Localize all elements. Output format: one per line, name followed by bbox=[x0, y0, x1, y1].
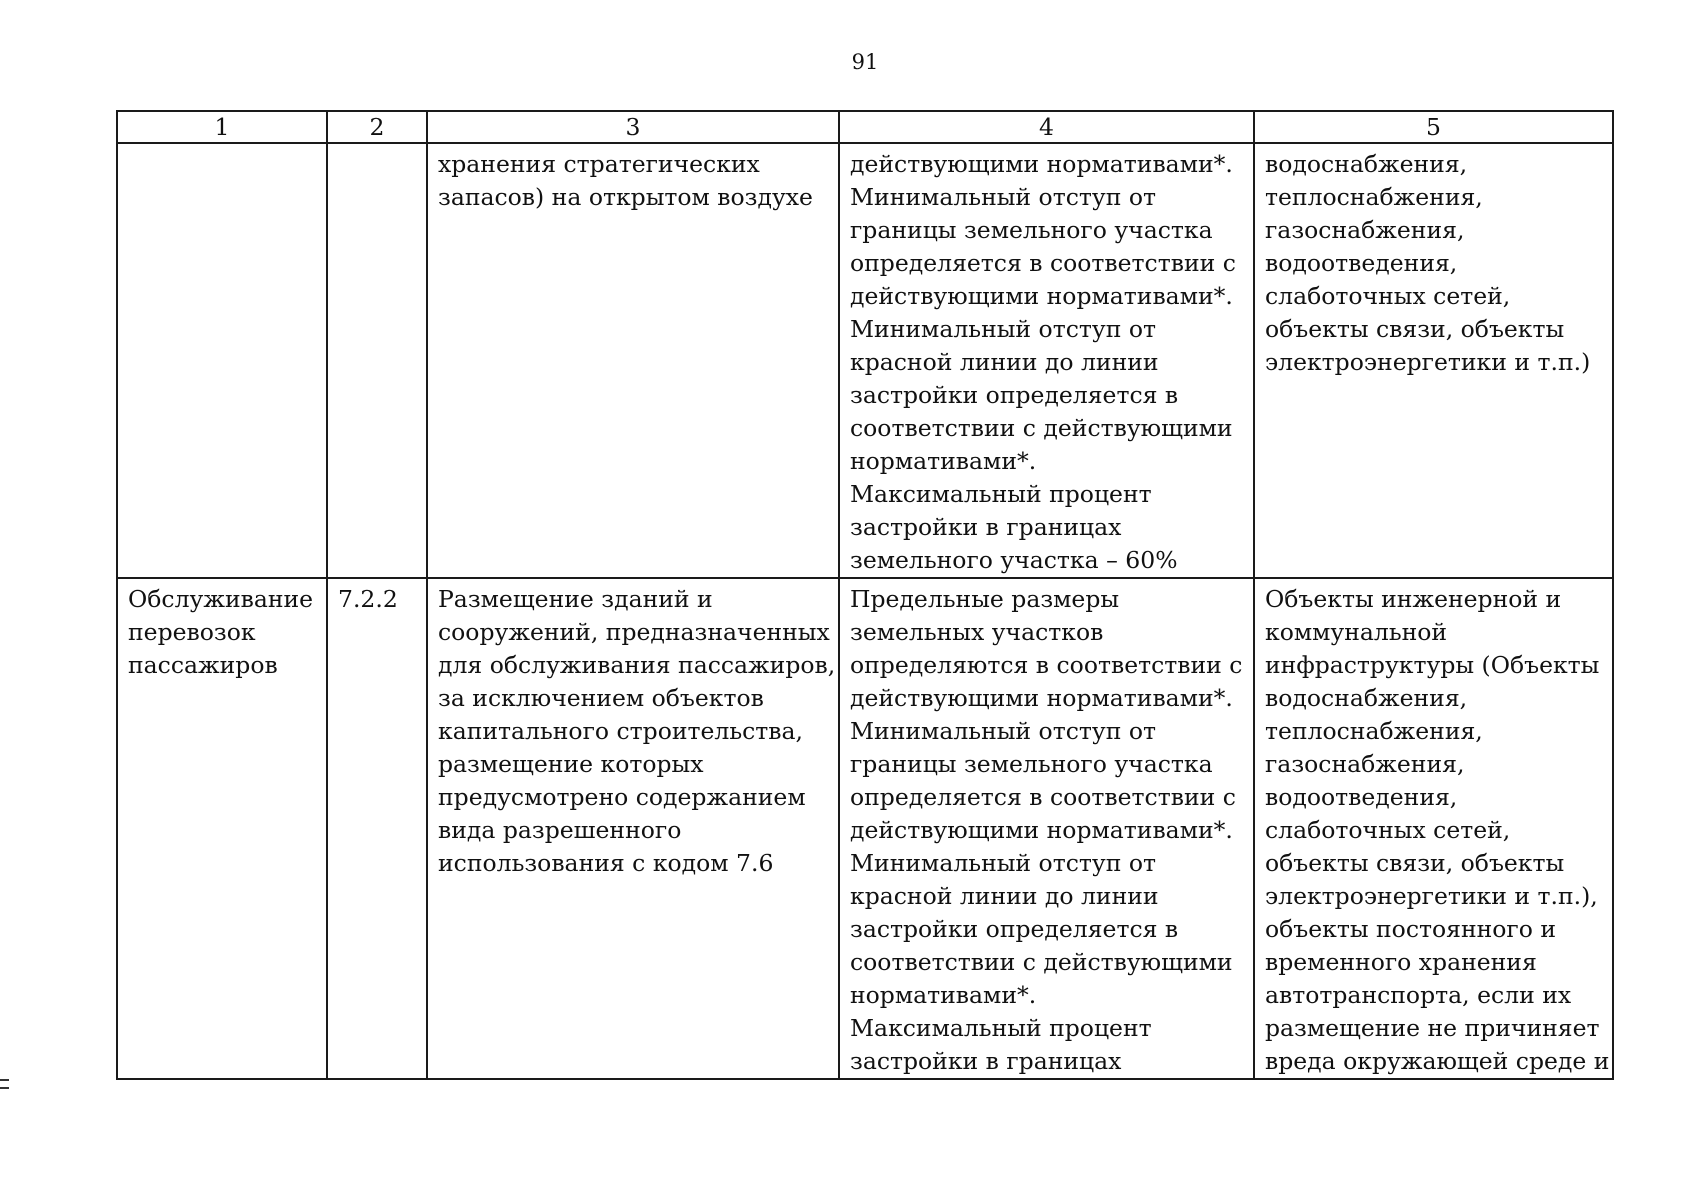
cell-text-line: водоснабжения, bbox=[1265, 150, 1468, 178]
cell-text-line: пассажиров bbox=[128, 651, 278, 679]
cell-parameters bbox=[839, 578, 1254, 1079]
cell-use-description bbox=[427, 578, 839, 1079]
cell-text-line: границы земельного участка bbox=[850, 216, 1213, 244]
cell-text-line: инфраструктуры (Объекты bbox=[1265, 651, 1600, 679]
cell-text-line: размещение которых bbox=[438, 750, 704, 778]
cell-text-line: 7.2.2 bbox=[338, 585, 398, 613]
cell-text-line: действующими нормативами*. bbox=[850, 150, 1233, 178]
cell-text-line: Обслуживание bbox=[128, 585, 314, 613]
cell-text-line: водоотведения, bbox=[1265, 783, 1458, 811]
cell-text-line: временного хранения bbox=[1265, 948, 1537, 976]
cell-text-line: электроэнергетики и т.п.), bbox=[1265, 882, 1598, 910]
cell-text-line: перевозок bbox=[128, 618, 256, 646]
cell-text-line: земельного участка – 60% bbox=[850, 546, 1178, 574]
cell-text-line: запасов) на открытом воздухе bbox=[438, 183, 813, 211]
cell-auxiliary-uses bbox=[1254, 143, 1613, 578]
cell-text-line: теплоснабжения, bbox=[1265, 717, 1483, 745]
cell-text-line: электроэнергетики и т.п.) bbox=[1265, 348, 1591, 376]
cell-use-description bbox=[427, 143, 839, 578]
margin-mark bbox=[0, 1079, 9, 1081]
cell-text-line: земельных участков bbox=[850, 618, 1104, 646]
cell-text-line: застройки в границах bbox=[850, 513, 1122, 541]
cell-auxiliary-uses bbox=[1254, 578, 1613, 1079]
cell-text-line: Максимальный процент bbox=[850, 1014, 1152, 1042]
cell-text-line: водоотведения, bbox=[1265, 249, 1458, 277]
regulations-table bbox=[116, 110, 1614, 1080]
cell-text-line: газоснабжения, bbox=[1265, 216, 1465, 244]
cell-text-line: определяется в соответствии с bbox=[850, 783, 1236, 811]
cell-text-line: Минимальный отступ от bbox=[850, 315, 1156, 343]
cell-text-line: вида разрешенного bbox=[438, 816, 682, 844]
cell-text-line: объекты связи, объекты bbox=[1265, 315, 1565, 343]
column-header-5: 5 bbox=[1254, 111, 1613, 143]
cell-text-line: застройки определяется в bbox=[850, 915, 1179, 943]
column-header-1: 1 bbox=[117, 111, 327, 143]
cell-text-line: объекты постоянного и bbox=[1265, 915, 1557, 943]
cell-text-line: коммунальной bbox=[1265, 618, 1448, 646]
cell-text-line: нормативами*. bbox=[850, 981, 1037, 1009]
cell-text-line: Предельные размеры bbox=[850, 585, 1120, 613]
cell-text-line: теплоснабжения, bbox=[1265, 183, 1483, 211]
cell-text-line: вреда окружающей среде и bbox=[1265, 1047, 1610, 1075]
cell-use-name bbox=[117, 578, 327, 1079]
cell-use-code bbox=[327, 578, 427, 1079]
column-header-2: 2 bbox=[327, 111, 427, 143]
cell-text-line: для обслуживания пассажиров, bbox=[438, 651, 836, 679]
cell-text-line: Объекты инженерной и bbox=[1265, 585, 1562, 613]
cell-text-line: автотранспорта, если их bbox=[1265, 981, 1572, 1009]
cell-text-line: действующими нормативами*. bbox=[850, 282, 1233, 310]
page-number: 91 bbox=[851, 50, 879, 74]
column-header-3: 3 bbox=[427, 111, 839, 143]
cell-text-line: Минимальный отступ от bbox=[850, 849, 1156, 877]
cell-text-line: застройки в границах bbox=[850, 1047, 1122, 1075]
cell-text-line: сооружений, предназначенных bbox=[438, 618, 830, 646]
margin-mark bbox=[0, 1087, 9, 1089]
cell-parameters bbox=[839, 143, 1254, 578]
cell-text-line: действующими нормативами*. bbox=[850, 816, 1233, 844]
cell-text-line: Минимальный отступ от bbox=[850, 717, 1156, 745]
cell-text-line: предусмотрено содержанием bbox=[438, 783, 806, 811]
cell-text-line: соответствии с действующими bbox=[850, 414, 1233, 442]
cell-text-line: красной линии до линии bbox=[850, 348, 1159, 376]
cell-text-line: нормативами*. bbox=[850, 447, 1037, 475]
cell-text-line: действующими нормативами*. bbox=[850, 684, 1233, 712]
cell-text-line: за исключением объектов bbox=[438, 684, 764, 712]
cell-text-line: границы земельного участка bbox=[850, 750, 1213, 778]
cell-text-line: объекты связи, объекты bbox=[1265, 849, 1565, 877]
cell-text-line: слаботочных сетей, bbox=[1265, 816, 1511, 844]
cell-text-line: определяются в соответствии с bbox=[850, 651, 1243, 679]
cell-text-line: слаботочных сетей, bbox=[1265, 282, 1511, 310]
cell-text-line: Минимальный отступ от bbox=[850, 183, 1156, 211]
table-row bbox=[117, 143, 1613, 578]
table-row bbox=[117, 578, 1613, 1079]
cell-text-line: соответствии с действующими bbox=[850, 948, 1233, 976]
cell-text-line: застройки определяется в bbox=[850, 381, 1179, 409]
cell-text-line: красной линии до линии bbox=[850, 882, 1159, 910]
cell-text-line: определяется в соответствии с bbox=[850, 249, 1236, 277]
cell-text-line: использования с кодом 7.6 bbox=[438, 849, 774, 877]
cell-text-line: газоснабжения, bbox=[1265, 750, 1465, 778]
cell-text-line: капитального строительства, bbox=[438, 717, 804, 745]
cell-text-line: хранения стратегических bbox=[438, 150, 760, 178]
cell-text-line: водоснабжения, bbox=[1265, 684, 1468, 712]
cell-text-line: Размещение зданий и bbox=[438, 585, 713, 613]
cell-use-name bbox=[117, 143, 327, 578]
column-header-4: 4 bbox=[839, 111, 1254, 143]
cell-text-line: Максимальный процент bbox=[850, 480, 1152, 508]
cell-text-line: размещение не причиняет bbox=[1265, 1014, 1600, 1042]
cell-use-code bbox=[327, 143, 427, 578]
header-row bbox=[117, 111, 1613, 143]
